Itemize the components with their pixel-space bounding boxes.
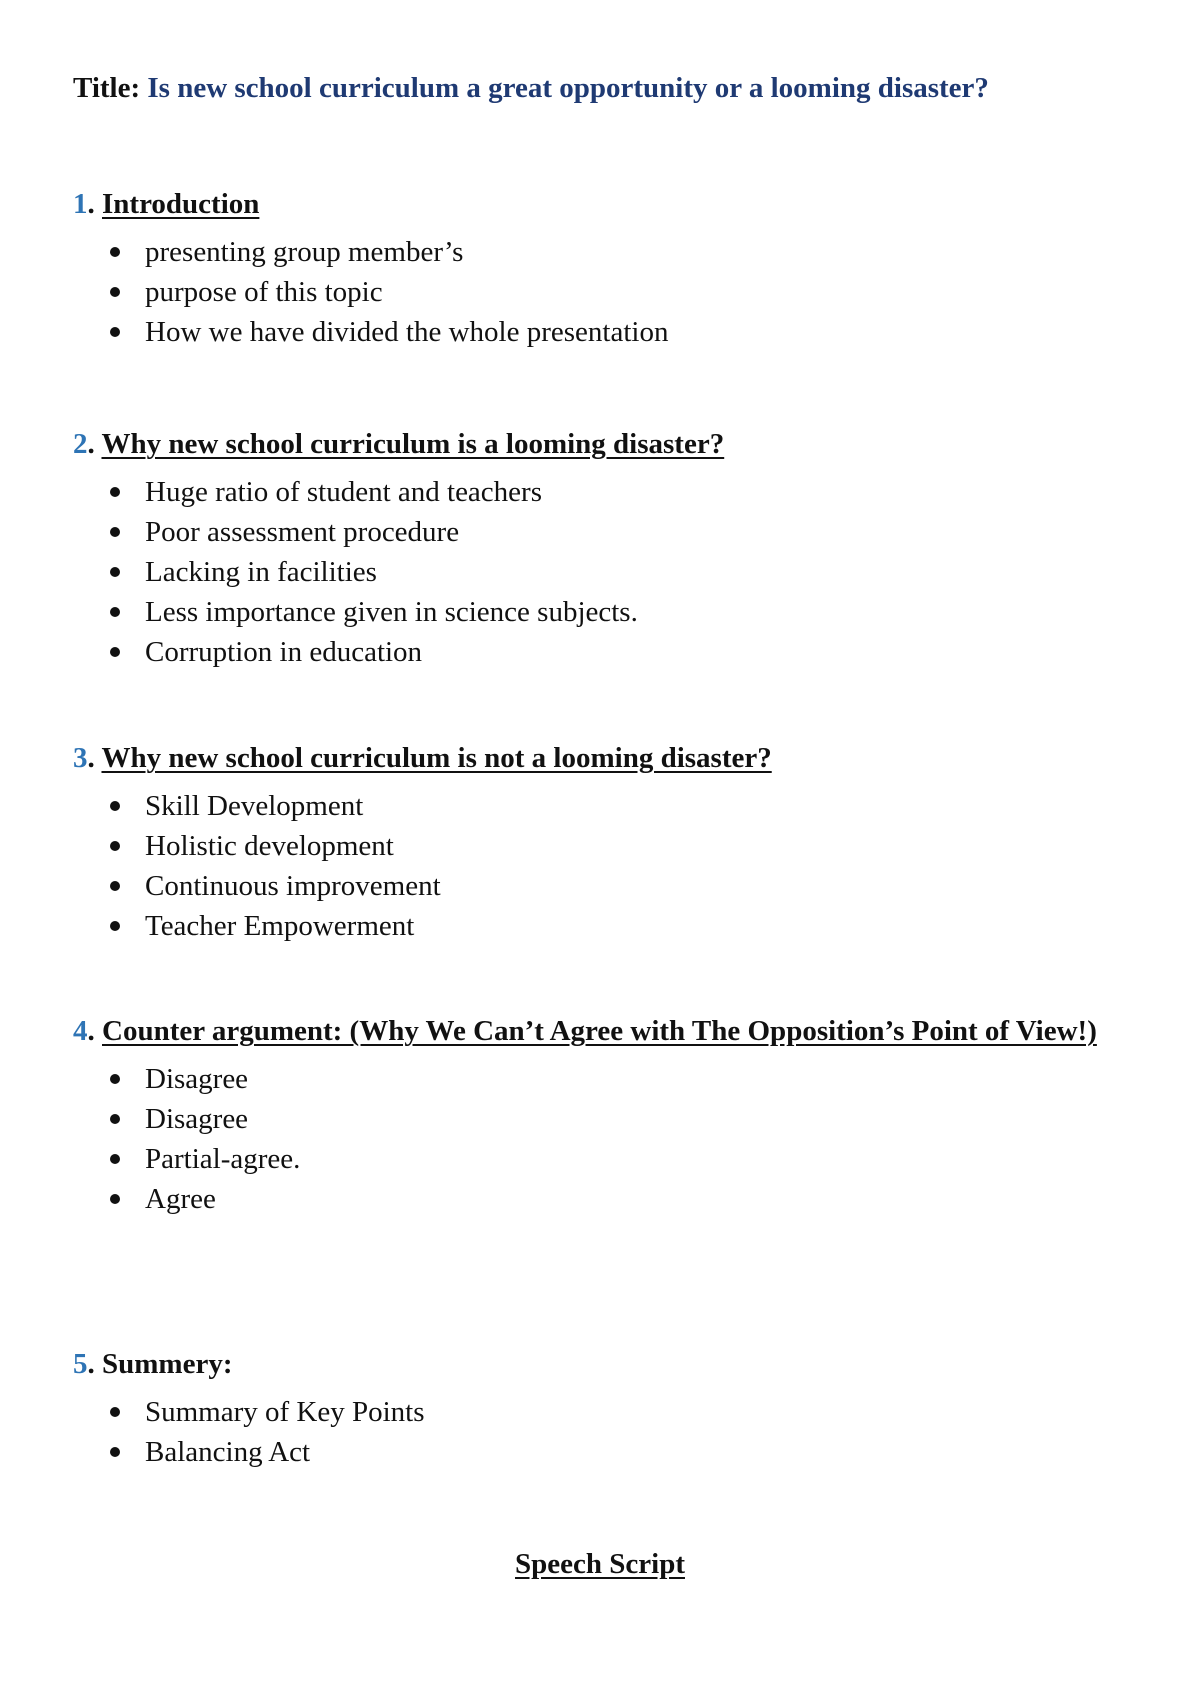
section-number: 3	[73, 742, 88, 774]
bullet-icon	[110, 1114, 120, 1124]
list-item-text: Less importance given in science subjects.	[145, 596, 638, 628]
bullet-list	[73, 1059, 1133, 1219]
list-item	[73, 1059, 1133, 1099]
bullet-icon	[110, 487, 120, 497]
list-item	[73, 1139, 1133, 1179]
list-item	[73, 826, 1133, 866]
bullet-icon	[110, 1074, 120, 1084]
list-item-text: Disagree	[145, 1063, 249, 1095]
bullet-icon	[110, 1407, 120, 1417]
section-summary	[73, 1344, 1133, 1472]
list-item	[73, 632, 1133, 672]
list-item	[73, 312, 1133, 352]
section-heading: 5. Summery:	[73, 1348, 233, 1380]
section-looming-disaster	[73, 424, 1133, 672]
document-title	[73, 72, 989, 105]
list-item-text: Partial-agree.	[145, 1143, 301, 1175]
bullet-list	[73, 232, 1133, 352]
list-item	[73, 272, 1133, 312]
list-item	[73, 866, 1133, 906]
list-item	[73, 906, 1133, 946]
bullet-icon	[110, 801, 120, 811]
bullet-icon	[110, 247, 120, 257]
list-item-text: Summary of Key Points	[145, 1396, 425, 1428]
list-item-text: Agree	[145, 1183, 216, 1215]
section-heading: 2. Why new school curriculum is a looming disaster?	[73, 428, 725, 460]
list-item-text: Continuous improvement	[145, 870, 441, 902]
list-item	[73, 1432, 1133, 1472]
list-item	[73, 1099, 1133, 1139]
bullet-icon	[110, 327, 120, 337]
list-item-text: Poor assessment procedure	[145, 516, 460, 548]
section-title: Counter argument: (Why We Can’t Agree with The Opposition’s Point of View!)	[102, 1015, 1097, 1047]
bullet-icon	[110, 1154, 120, 1164]
title-text: Is new school curriculum a great opportunity or a looming disaster?	[147, 72, 989, 104]
list-item-text: Skill Development	[145, 790, 364, 822]
bullet-icon	[110, 647, 120, 657]
list-item	[73, 232, 1133, 272]
section-introduction	[73, 184, 1133, 352]
list-item-text: Holistic development	[145, 830, 394, 862]
bullet-icon	[110, 881, 120, 891]
bullet-list	[73, 1392, 1133, 1472]
title-label: Title:	[73, 72, 141, 104]
bullet-icon	[110, 527, 120, 537]
section-title: Introduction	[102, 188, 260, 220]
list-item-text: Corruption in education	[145, 636, 423, 668]
list-item-text: Huge ratio of student and teachers	[145, 476, 542, 508]
list-item	[73, 552, 1133, 592]
section-not-looming-disaster	[73, 738, 1133, 946]
list-item	[73, 786, 1133, 826]
list-item-text: purpose of this topic	[145, 276, 383, 308]
list-item	[73, 1179, 1133, 1219]
section-number: 2	[73, 428, 88, 460]
bullet-icon	[110, 921, 120, 931]
section-heading: 1. Introduction	[73, 188, 260, 220]
list-item-text: How we have divided the whole presentation	[145, 316, 669, 348]
section-number: 4	[73, 1015, 88, 1047]
list-item-text: Balancing Act	[145, 1436, 311, 1468]
bullet-icon	[110, 1194, 120, 1204]
list-item	[73, 592, 1133, 632]
section-number: 5	[73, 1348, 88, 1380]
bullet-list	[73, 786, 1133, 946]
bullet-icon	[110, 567, 120, 577]
bullet-icon	[110, 287, 120, 297]
section-heading: 4. Counter argument: (Why We Can’t Agree with The Opposition’s Point of View!)	[73, 1015, 1097, 1047]
list-item-text: Lacking in facilities	[145, 556, 377, 588]
list-item-text: Disagree	[145, 1103, 249, 1135]
section-heading: 3. Why new school curriculum is not a looming disaster?	[73, 742, 772, 774]
list-item	[73, 1392, 1133, 1432]
section-title: Summery:	[102, 1348, 233, 1380]
section-title: Why new school curriculum is not a looming disaster?	[101, 742, 772, 774]
section-number: 1	[73, 188, 88, 220]
bullet-list	[73, 472, 1133, 672]
speech-script-heading: Speech Script	[515, 1548, 685, 1580]
list-item	[73, 472, 1133, 512]
bullet-icon	[110, 841, 120, 851]
bullet-icon	[110, 607, 120, 617]
list-item-text: Teacher Empowerment	[145, 910, 415, 942]
section-counter-argument	[73, 1011, 1133, 1219]
list-item	[73, 512, 1133, 552]
list-item-text: presenting group member’s	[145, 236, 464, 268]
bullet-icon	[110, 1447, 120, 1457]
section-title: Why new school curriculum is a looming disaster?	[101, 428, 725, 460]
